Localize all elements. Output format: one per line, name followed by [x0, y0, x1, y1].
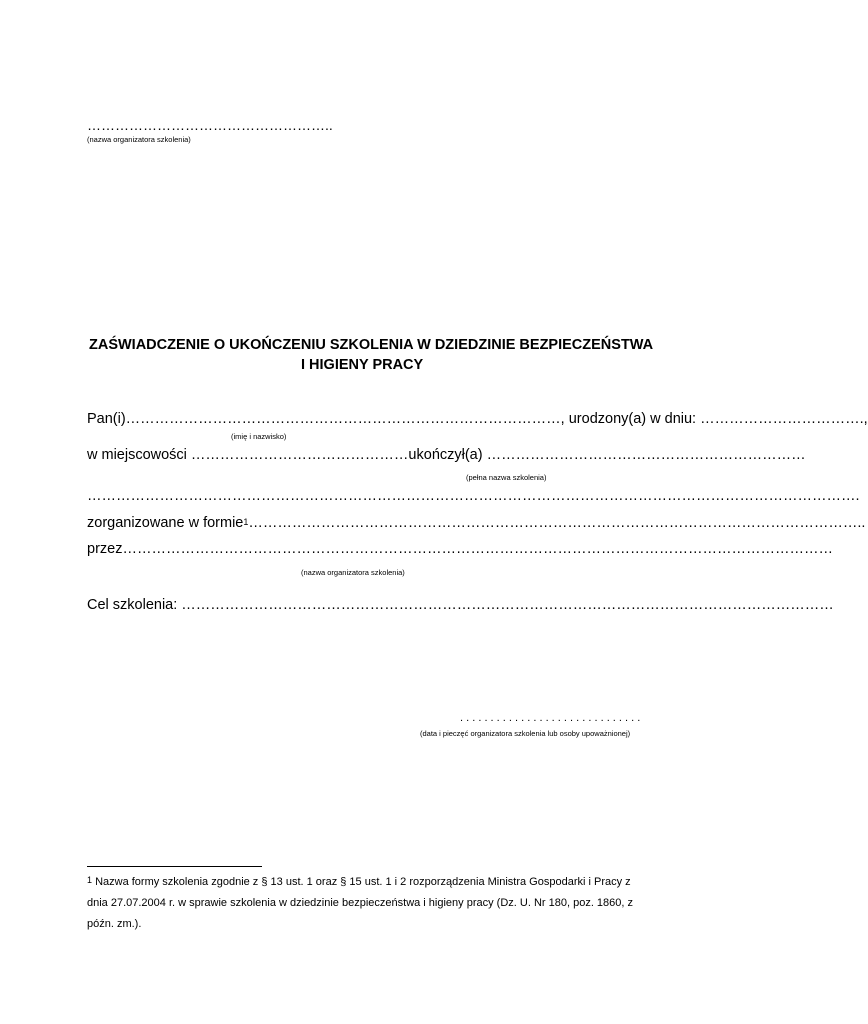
field-organizer: przez…………………………………………………………………………………………………………………………………: [87, 541, 833, 557]
field-training-form: [87, 515, 865, 531]
signature-caption: (data i pieczęć organizatora szkolenia lub osoby upoważnionej): [420, 729, 631, 738]
signature-dots: . . . . . . . . . . . . . . . . . . . . . . . . . . . . . .: [460, 712, 641, 724]
caption-full-name: (imię i nazwisko): [231, 432, 287, 441]
footnote-body: Nazwa formy szkolenia zgodnie z § 13 ust. 1 oraz § 15 ust. 1 i 2 rozporządzenia Ministra Gospodarki i Pracy z dnia 27.07.2004 r. w sprawie szkolenia w dziedzinie bezpieczeństwa i higieny pracy (Dz. U. Nr 180, poz. 1860, z późn. zm.).: [87, 876, 634, 930]
document-title-line1: ZAŚWIADCZENIE O UKOŃCZENIU SZKOLENIA W DZIEDZINIE BEZPIECZEŃSTWA: [89, 337, 654, 353]
field-course-name-continued: …………………………………………………………………………………………………………………………………………….: [87, 488, 860, 504]
caption-course-name: (pełna nazwa szkolenia): [466, 473, 547, 482]
field-place-and-course: w miejscowości ………………………………………ukończył(a) …………………………………………………………: [87, 447, 806, 463]
training-form-dots: ………………………………………………………………………………………………………………..: [248, 515, 866, 531]
training-form-label: zorganizowane w formie: [87, 515, 244, 531]
field-training-goal: Cel szkolenia: ………………………………………………………………………………………………………………………: [87, 597, 834, 613]
footnote-marker: 1: [87, 875, 93, 885]
field-name-and-birthdate: Pan(i)………………………………………………………………………………, urodzony(a) w dniu: …………………………….,: [87, 411, 868, 427]
footnote-separator: [87, 866, 262, 867]
footnote-reference: 1: [243, 517, 249, 527]
footnote-text: [87, 872, 647, 935]
document-title-line2: I HIGIENY PRACY: [301, 357, 424, 373]
organizer-name-caption: (nazwa organizatora szkolenia): [87, 135, 191, 144]
caption-organizer-name: (nazwa organizatora szkolenia): [301, 568, 405, 577]
organizer-name-dots: ……………………………………………..: [87, 117, 333, 133]
